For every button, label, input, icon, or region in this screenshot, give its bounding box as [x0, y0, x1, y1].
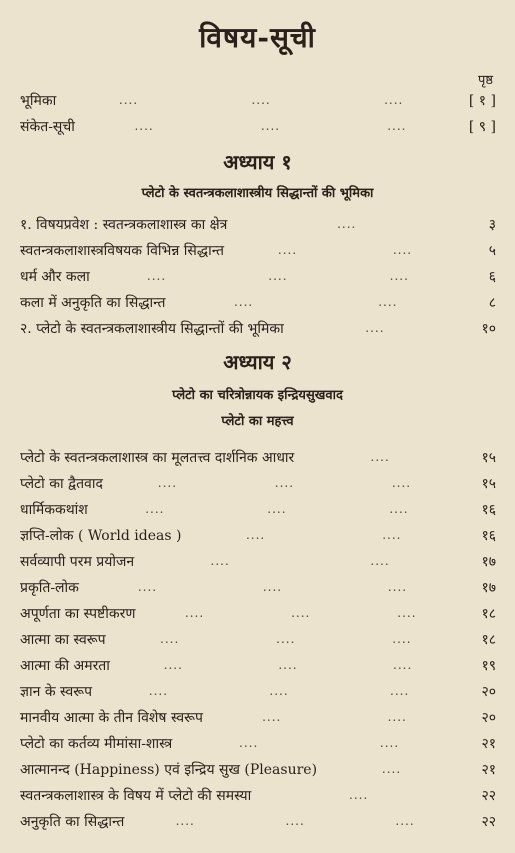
toc-page-number: २०	[481, 709, 496, 726]
chapter-subtitle: प्लेटो के स्वतन्त्रकलाशास्त्रीय सिद्धान्तों की भूमिका	[141, 186, 374, 201]
toc-label: आत्मा का स्वरूप	[20, 631, 106, 648]
toc-page-number: ५	[488, 242, 496, 259]
toc-label: सर्वव्यापी परम प्रयोजन	[20, 553, 135, 570]
toc-page-number: २१	[481, 735, 496, 752]
leader-dots: ....	[381, 762, 402, 776]
toc-label: २. प्लेटो के स्वतन्त्रकलाशास्त्रीय सिद्धान्तों की भूमिका	[20, 320, 284, 337]
toc-label: १. विषयप्रवेश : स्वतन्त्रकलाशास्त्र का क्षेत्र	[20, 216, 228, 233]
leader-dots: .... .... ....	[134, 119, 407, 133]
leader-dots: .... .... ....	[137, 580, 408, 594]
leader-dots: .... ....	[277, 243, 413, 257]
chapter-section-title: प्लेटो का महत्त्व	[221, 414, 294, 429]
leader-dots: .... ....	[262, 710, 407, 724]
leader-dots: .... .... ....	[175, 814, 415, 828]
toc-page-number: १७	[481, 579, 496, 596]
leader-dots: .... .... ....	[160, 632, 412, 646]
leader-dots: .... ....	[245, 528, 402, 542]
toc-page-number: १८	[481, 605, 496, 622]
toc-label: आत्मानन्द (Happiness) एवं इन्द्रिय सुख (Pleasure)	[20, 761, 318, 778]
leader-dots: .... .... ....	[118, 93, 404, 107]
chapter-subtitle: प्लेटो का चरित्रोन्नायक इन्द्रियसुखवाद	[172, 388, 343, 403]
leader-dots: .... .... ....	[184, 606, 417, 620]
toc-page-number: १५	[481, 449, 496, 466]
toc-page-number: १६	[481, 527, 496, 544]
toc-page-number: ६	[488, 268, 496, 285]
toc-row	[20, 445, 496, 469]
toc-row	[20, 757, 496, 781]
toc-label: प्रकृति-लोक	[20, 579, 79, 596]
toc-row	[20, 783, 496, 807]
leader-dots: .... ....	[210, 554, 390, 568]
toc-label: मानवीय आत्मा के तीन विशेष स्वरूप	[20, 709, 203, 726]
toc-row	[20, 114, 496, 138]
toc-page-number: २०	[481, 683, 496, 700]
leader-dots: .... .... ....	[163, 658, 413, 672]
toc-row	[20, 523, 496, 547]
toc-label: धार्मिककथांश	[20, 501, 88, 518]
leader-dots: ....	[349, 788, 369, 802]
toc-row	[20, 809, 496, 833]
toc-label: प्लेटो के स्वतन्त्रकलाशास्त्र का मूलतत्त्व दार्शनिक आधार	[20, 449, 295, 466]
toc-page-number: २१	[481, 761, 496, 778]
toc-row	[20, 264, 496, 288]
toc-row	[20, 471, 496, 495]
toc-row	[20, 88, 496, 112]
toc-label: कला में अनुकृति का सिद्धान्त	[20, 294, 166, 311]
toc-row	[20, 212, 496, 236]
chapter-heading: अध्याय १	[223, 150, 292, 174]
toc-page-number: [ ९ ]	[468, 118, 496, 135]
toc-label: प्लेटो का द्वैतवाद	[20, 475, 103, 492]
toc-label: धर्म और कला	[20, 268, 90, 285]
toc-row	[20, 627, 496, 651]
page-title: विषय-सूची	[199, 21, 316, 54]
toc-label: संकेत-सूची	[20, 118, 75, 135]
toc-row	[20, 549, 496, 573]
toc-page-number: १७	[481, 553, 496, 570]
leader-dots: .... ....	[239, 736, 400, 750]
toc-row	[20, 679, 496, 703]
toc-label: आत्मा की अमरता	[20, 657, 110, 674]
leader-dots: .... .... ....	[145, 502, 409, 516]
toc-page-number: १५	[481, 475, 496, 492]
toc-row	[20, 238, 496, 262]
toc-row	[20, 497, 496, 521]
toc-page-number: ३	[488, 216, 496, 233]
leader-dots: ....	[365, 321, 385, 335]
toc-row	[20, 316, 496, 340]
toc-page-number: १८	[481, 631, 496, 648]
toc-page-number: [ १ ]	[468, 92, 496, 109]
toc-row	[20, 705, 496, 729]
chapter-heading: अध्याय २	[223, 350, 292, 374]
toc-label: ज्ञान के स्वरूप	[20, 683, 93, 700]
leader-dots: .... ....	[233, 295, 398, 309]
toc-row	[20, 653, 496, 677]
leader-dots: ....	[370, 450, 390, 464]
toc-row	[20, 575, 496, 599]
toc-label: स्वतन्त्रकलाशास्त्रविषयक विभिन्न सिद्धान्त	[20, 242, 225, 259]
toc-label: प्लेटो का कर्तव्य मीमांसा-शास्त्र	[20, 735, 173, 752]
leader-dots: .... .... ....	[146, 269, 409, 283]
toc-page-number: ८	[488, 294, 496, 311]
leader-dots: .... .... ....	[157, 476, 412, 490]
toc-page-number: १६	[481, 501, 496, 518]
toc-label: ज्ञप्ति-लोक ( World ideas )	[20, 527, 182, 544]
leader-dots: ....	[337, 217, 357, 231]
leader-dots: .... .... ....	[148, 684, 410, 698]
toc-row	[20, 601, 496, 625]
toc-page-number: २२	[481, 787, 496, 804]
toc-page-number: १०	[481, 320, 496, 337]
page-column-header: पृष्ठ	[477, 73, 493, 88]
toc-page-number: २२	[481, 813, 496, 830]
toc-page-number: १९	[481, 657, 496, 674]
toc-label: भूमिका	[20, 92, 57, 109]
toc-row	[20, 290, 496, 314]
toc-label: अपूर्णता का स्पष्टीकरण	[20, 605, 136, 622]
toc-label: अनुकृति का सिद्धान्त	[20, 813, 125, 830]
toc-row	[20, 731, 496, 755]
toc-label: स्वतन्त्रकलाशास्त्र के विषय में प्लेटो की समस्या	[20, 787, 252, 804]
